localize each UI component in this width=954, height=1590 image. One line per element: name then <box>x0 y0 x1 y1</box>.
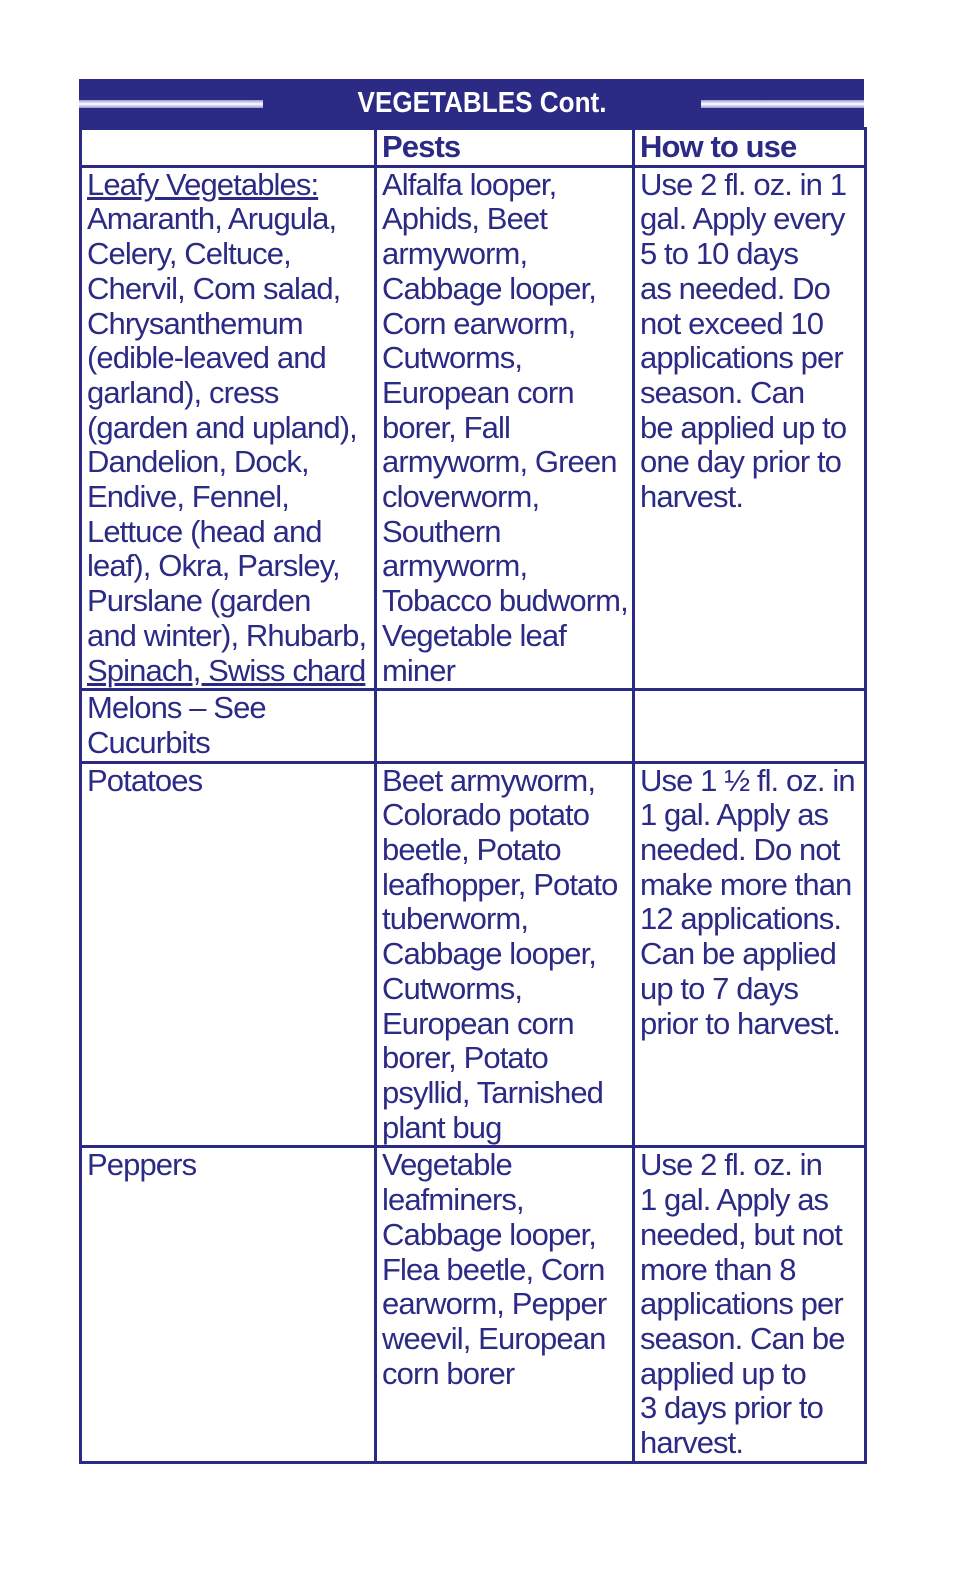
crop-cell <box>81 166 376 690</box>
how-to-use-cell: Use 2 fl. oz. in 1 gal. Apply as needed, but not more than 8 applications per season. Can be applied up to 3 days prior to harvest. <box>634 1147 866 1463</box>
crop-column-header <box>81 129 376 167</box>
table-row <box>81 166 866 690</box>
crop-cell: Potatoes <box>81 762 376 1147</box>
pests-cell: Vegetable leafminers, Cabbage looper, Flea beetle, Corn earworm, Pepper weevil, European corn borer <box>376 1147 634 1463</box>
table-header-row <box>81 129 866 167</box>
table-row <box>81 1147 866 1463</box>
section-banner <box>79 79 864 128</box>
pests-cell: Beet armyworm, Colorado potato beetle, Potato leafhopper, Potato tuberworm, Cabbage looper, Cutworms, European corn borer, Potato psyllid, Tarnished plant bug <box>376 762 634 1147</box>
table-row <box>81 690 866 762</box>
table-row <box>81 762 866 1147</box>
pests-column-header: Pests <box>376 129 634 167</box>
pests-cell <box>376 690 634 762</box>
banner-stripe-left <box>79 100 263 108</box>
crop-heading: Leafy Vegetables: <box>87 166 319 202</box>
section-title: VEGETABLES Cont. <box>357 87 607 119</box>
crop-cell: Peppers <box>81 1147 376 1463</box>
how-to-use-column-header: How to use <box>634 129 866 167</box>
vegetables-table <box>79 127 867 1464</box>
crop-cell: Melons – See Cucurbits <box>81 690 376 762</box>
crop-list: Amaranth, Arugula, Celery, Celtuce, Chervil, Com salad, Chrysanthemum (edible-leaved and garland), cress (garden and upland), Dandelion, Dock, Endive, Fennel, Lettuce (head and leaf), Okra, Parsley, Purslane (garden and winter), Rhubarb, <box>87 201 367 653</box>
banner-stripe-right <box>701 100 864 108</box>
how-to-use-cell: Use 1 ½ fl. oz. in 1 gal. Apply as needed. Do not make more than 12 applications. Can be applied up to 7 days prior to harvest. <box>634 762 866 1147</box>
how-to-use-cell: Use 2 fl. oz. in 1 gal. Apply every 5 to 10 days as needed. Do not exceed 10 applications per season. Can be applied up to one day prior to harvest. <box>634 166 866 690</box>
crop-list-tail: Spinach, Swiss chard <box>87 652 366 688</box>
pests-cell: Alfalfa looper, Aphids, Beet armyworm, Cabbage looper, Corn earworm, Cutworms, European corn borer, Fall armyworm, Green cloverworm, Southern armyworm, Tobacco budworm, Vegetable leaf miner <box>376 166 634 690</box>
how-to-use-cell <box>634 690 866 762</box>
